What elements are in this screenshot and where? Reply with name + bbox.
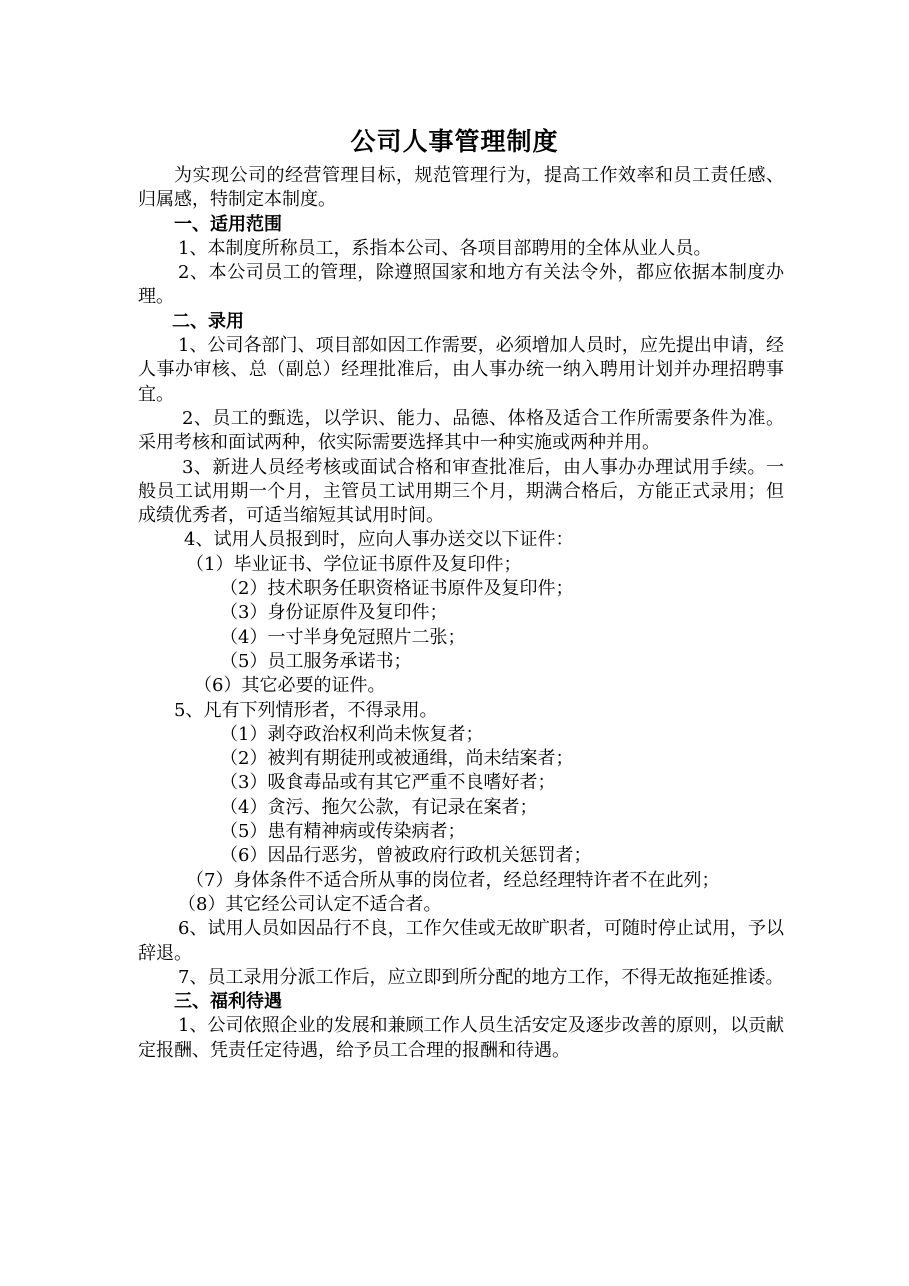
document-list-item: （2）技术职务任职资格证书原件及复印件；: [220, 578, 574, 600]
document-list-item: （1）毕业证书、学位证书原件及复印件；: [186, 553, 522, 575]
exclusion-list-item: （5）患有精神病或传染病者；: [220, 821, 466, 843]
scope-clause-1: 1、本制度所称员工，系指本公司、各项目部聘用的全体从业人员。: [178, 237, 712, 259]
document-title: 公司人事管理制度: [350, 127, 559, 156]
benefits-clause-1: 1、公司依照企业的发展和兼顾工作人员生活安定及逐步改善的原则，以贡献定报酬、凭责任定待遇，给予员工合理的报酬和待遇。: [138, 1015, 784, 1061]
exclusion-list-item: （1）剥夺政治权利尚未恢复者；: [220, 723, 484, 745]
document-list-item: （6）其它必要的证件。: [194, 675, 386, 697]
exclusion-list-item: （4）贪污、拖欠公款，有记录在案者；: [220, 796, 538, 818]
document-list-item: （4）一寸半身免冠照片二张；: [220, 626, 466, 648]
document-list-item: （5）员工服务承诺书；: [220, 650, 412, 672]
document-list-item: （3）身份证原件及复印件；: [220, 602, 448, 624]
hiring-clause-1: 1、公司各部门、项目部如因工作需要，必须增加人员时，应先提出申请，经人事办审核、总（副总）经理批准后，由人事办统一纳入聘用计划并办理招聘事宜。: [138, 335, 784, 405]
exclusion-list-item: （6）因品行恶劣，曾被政府行政机关惩罚者；: [220, 845, 592, 867]
hiring-clause-4: 4、试用人员报到时，应向人事办送交以下证件：: [184, 529, 574, 551]
document-body: [138, 164, 784, 1063]
scope-clause-2: 2、本公司员工的管理，除遵照国家和地方有关法令外，都应依据本制度办理。: [138, 262, 784, 308]
exclusion-list-item: （3）吸食毒品或有其它严重不良嗜好者；: [220, 772, 556, 794]
section-heading-hiring: 二、录用: [172, 310, 244, 332]
hiring-clause-6: 6、试用人员如因品行不良，工作欠佳或无故旷职者，可随时停止试用，予以辞退。: [138, 918, 784, 964]
hiring-clause-5: 5、凡有下列情形者，不得录用。: [174, 699, 438, 721]
hiring-clause-3: 3、新进人员经考核或面试合格和审查批准后，由人事办办理试用手续。一般员工试用期一个月，主管员工试用期三个月，期满合格后，方能正式录用；但成绩优秀者，可适当缩短其试用时间。: [138, 456, 784, 527]
section-heading-benefits: 三、福利待遇: [174, 991, 282, 1013]
exclusion-list-item: （7）身体条件不适合所从事的岗位者，经总经理特许者不在此列；: [186, 869, 720, 891]
exclusion-list-item: （8）其它经公司认定不适合者。: [178, 893, 442, 915]
section-heading-scope: 一、适用范围: [174, 213, 282, 235]
hiring-clause-7: 7、员工录用分派工作后，应立即到所分配的地方工作，不得无故拖延推诿。: [178, 966, 784, 988]
intro-paragraph: 为实现公司的经营管理目标，规范管理行为，提高工作效率和员工责任感、归属感，特制定本制度。: [138, 165, 784, 211]
exclusion-list-item: （2）被判有期徒刑或被通缉，尚未结案者；: [220, 748, 574, 770]
hiring-clause-2: 2、员工的甄选，以学识、能力、品德、体格及适合工作所需要条件为准。采用考核和面试两种，依实际需要选择其中一种实施或两种并用。: [138, 407, 784, 454]
